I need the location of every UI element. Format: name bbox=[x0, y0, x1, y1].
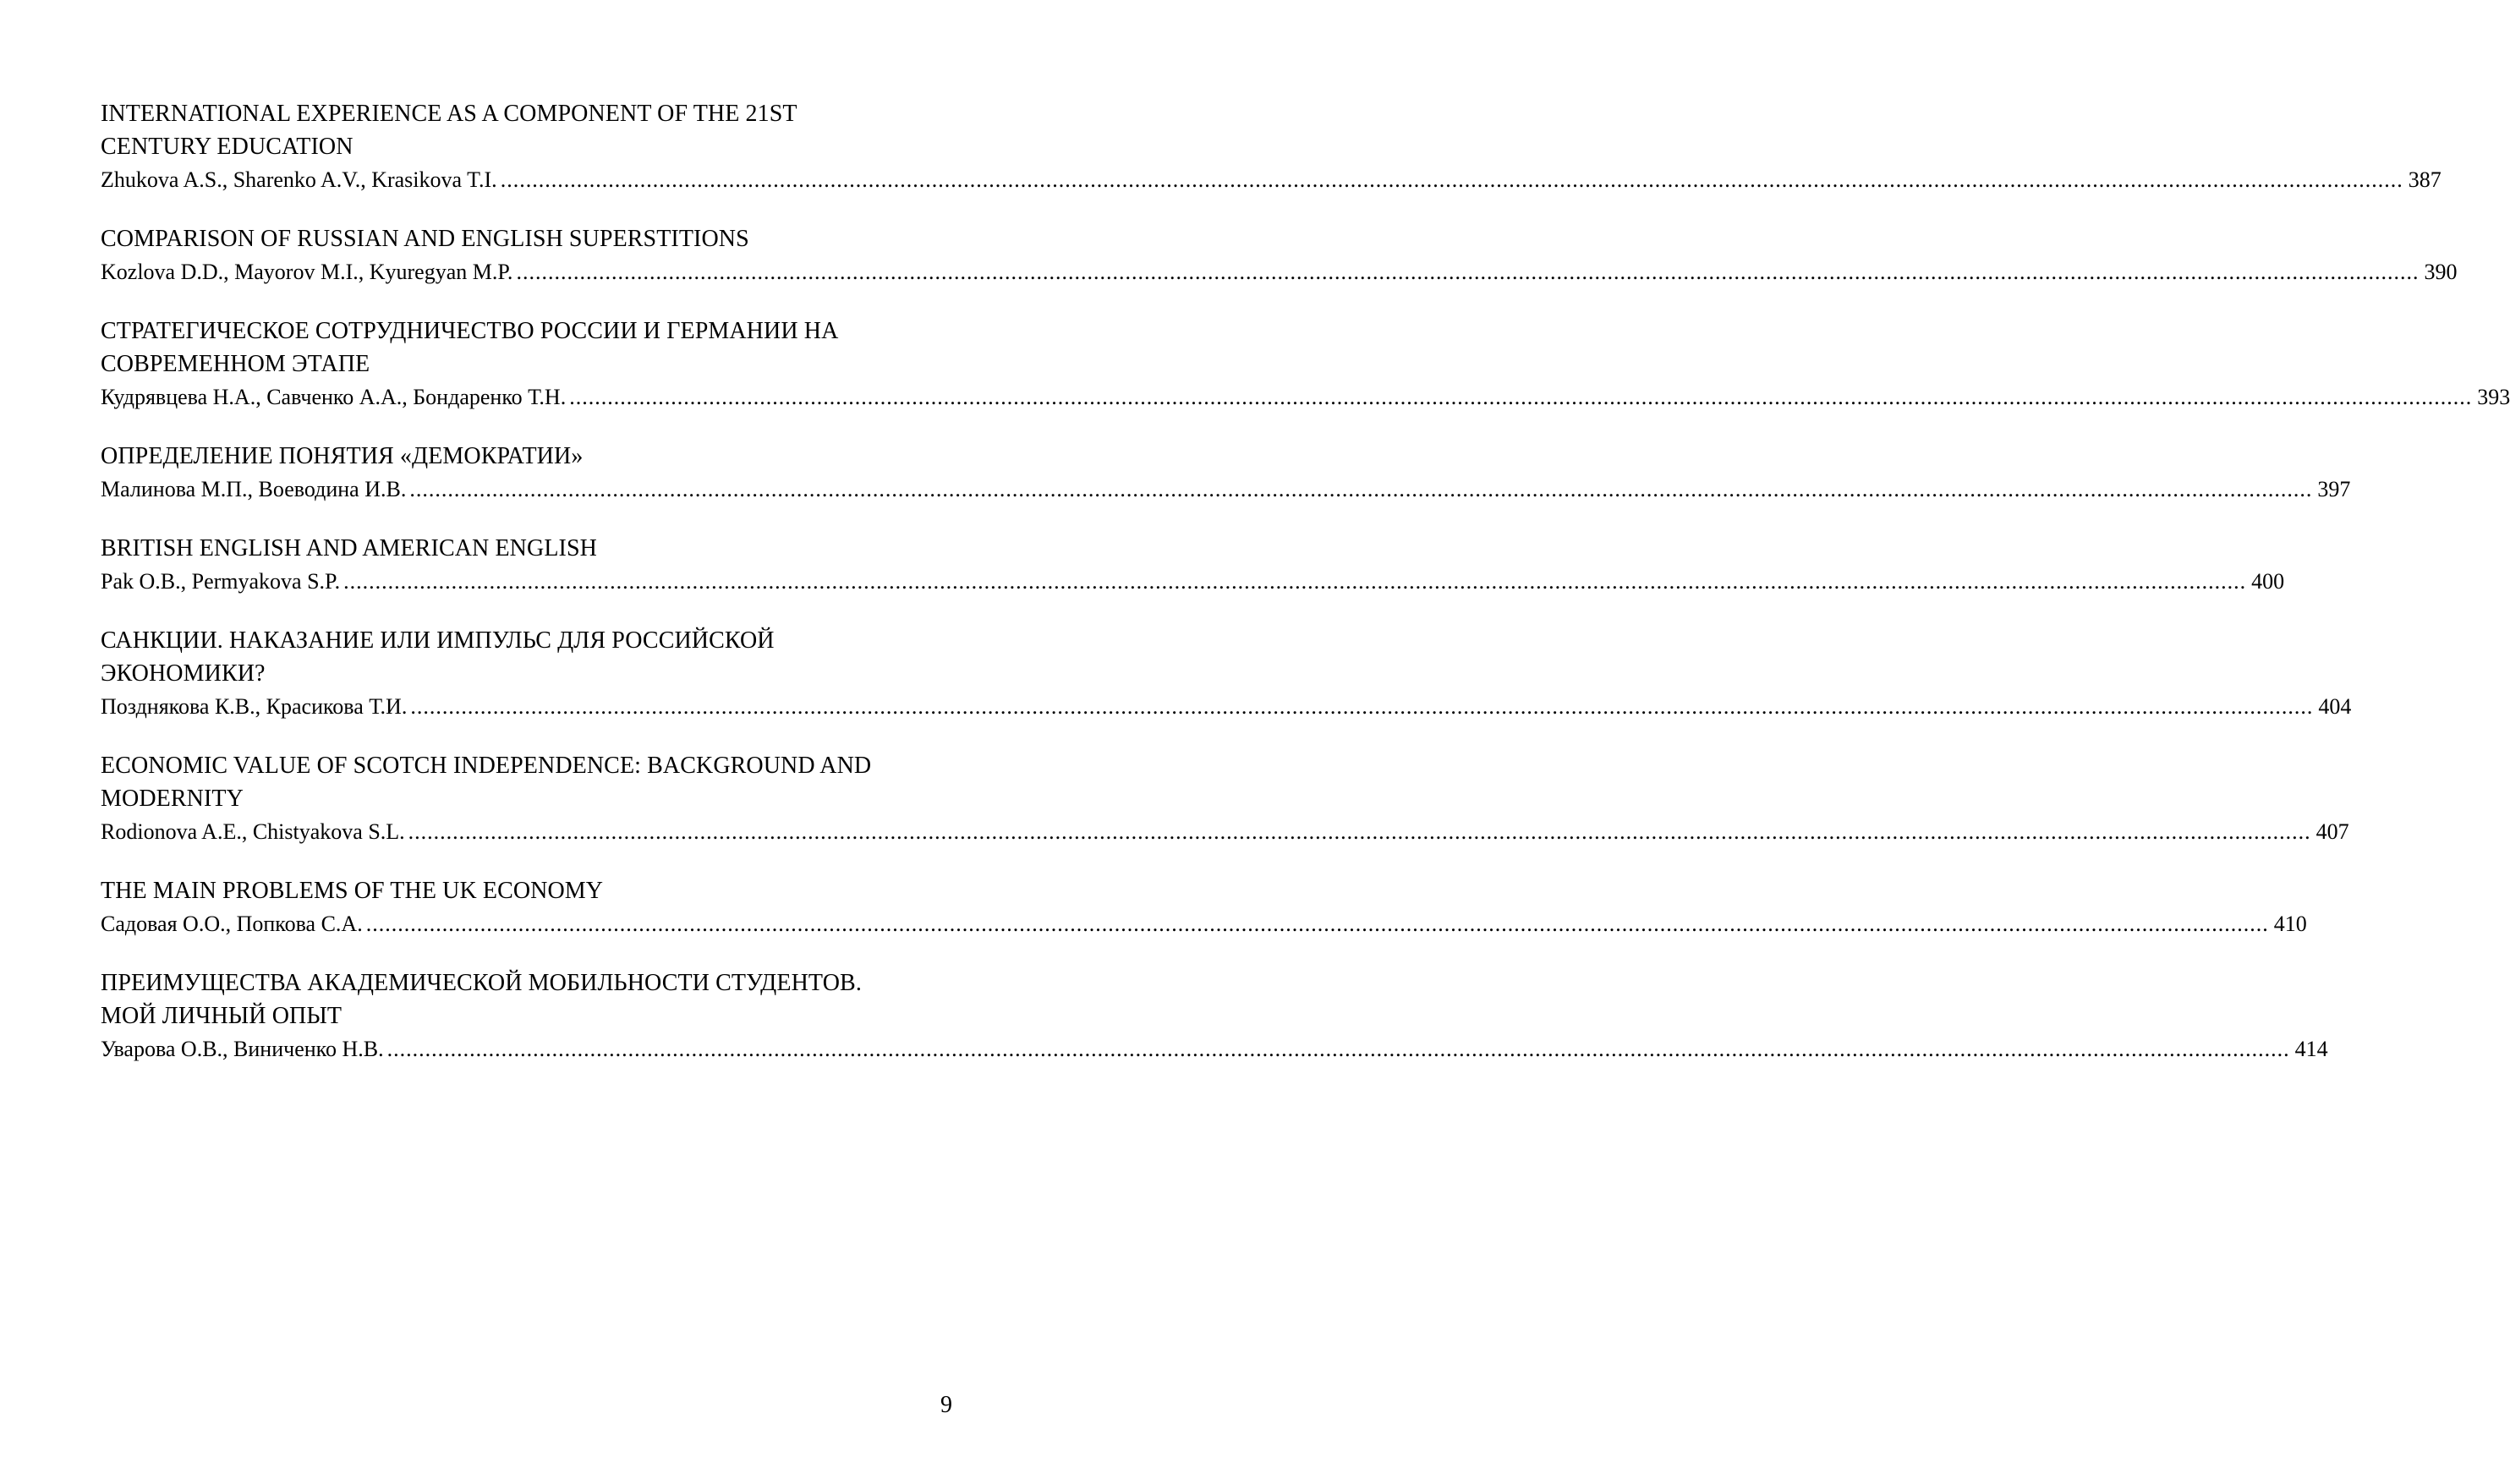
dot-leader: ............................................................................................................................................................................................................................................................................................................ bbox=[500, 167, 2403, 192]
entry-title-line: ПРЕИМУЩЕСТВА АКАДЕМИЧЕСКОЙ МОБИЛЬНОСТИ СТУДЕНТОВ. bbox=[101, 970, 862, 996]
entry-authors: Кудрявцева Н.А., Савченко А.А., Бондаренко Т.Н. bbox=[101, 385, 567, 409]
entry-page-number: 407 bbox=[2315, 819, 2349, 844]
entry-title-line: THE MAIN PROBLEMS OF THE UK ECONOMY bbox=[101, 878, 604, 904]
toc-entry[interactable] bbox=[101, 874, 2307, 940]
toc-entry[interactable] bbox=[101, 440, 2351, 506]
dot-leader: ............................................................................................................................................................................................................................................................................................................ bbox=[408, 819, 2311, 844]
entry-page-number: 397 bbox=[2317, 477, 2351, 501]
entry-authors-line bbox=[101, 255, 2458, 288]
toc-entry[interactable] bbox=[101, 749, 2349, 848]
entry-title-line: COMPARISON OF RUSSIAN AND ENGLISH SUPERSTITIONS bbox=[101, 226, 749, 252]
entry-authors-line bbox=[101, 690, 2352, 723]
entry-page-number: 390 bbox=[2424, 260, 2458, 284]
entry-authors-line bbox=[101, 381, 2510, 413]
entry-title-line: MODERNITY bbox=[101, 786, 244, 812]
entry-title-line: ECONOMIC VALUE OF SCOTCH INDEPENDENCE: BACKGROUND AND bbox=[101, 753, 872, 779]
entry-authors: Малинова М.П., Воеводина И.В. bbox=[101, 477, 407, 501]
toc-entry[interactable] bbox=[101, 624, 2352, 723]
dot-leader: ............................................................................................................................................................................................................................................................................................................ bbox=[386, 1037, 2290, 1061]
footer-page-number: 9 bbox=[940, 1392, 952, 1418]
toc-entry[interactable] bbox=[101, 967, 2328, 1065]
dot-leader: ............................................................................................................................................................................................................................................................................................................ bbox=[410, 694, 2314, 719]
entry-title-line: CENTURY EDUCATION bbox=[101, 134, 353, 160]
entry-authors: Zhukova A.S., Sharenko A.V., Krasikova T.I. bbox=[101, 167, 497, 192]
entry-authors-line bbox=[101, 815, 2349, 848]
entry-page-number: 410 bbox=[2273, 912, 2307, 936]
entry-authors-line bbox=[101, 565, 2285, 598]
entry-title-line: МОЙ ЛИЧНЫЙ ОПЫТ bbox=[101, 1003, 343, 1029]
entry-page-number: 414 bbox=[2294, 1037, 2328, 1061]
entry-authors: Позднякова К.В., Красикова Т.И. bbox=[101, 694, 408, 719]
toc-entry[interactable] bbox=[101, 315, 2510, 413]
dot-leader: ............................................................................................................................................................................................................................................................................................................ bbox=[516, 260, 2420, 284]
toc-entry[interactable] bbox=[101, 97, 2441, 196]
dot-leader: ............................................................................................................................................................................................................................................................................................................ bbox=[569, 385, 2473, 409]
entry-title-line: ОПРЕДЕЛЕНИЕ ПОНЯТИЯ «ДЕМОКРАТИИ» bbox=[101, 443, 584, 469]
entry-title-line: САНКЦИИ. НАКАЗАНИЕ ИЛИ ИМПУЛЬС ДЛЯ РОССИЙСКОЙ bbox=[101, 627, 775, 654]
entry-authors-line bbox=[101, 907, 2307, 940]
entry-title-line: СОВРЕМЕННОМ ЭТАПЕ bbox=[101, 351, 370, 377]
dot-leader: ............................................................................................................................................................................................................................................................................................................ bbox=[409, 477, 2313, 501]
table-of-contents bbox=[101, 97, 2510, 1092]
entry-authors: Kozlova D.D., Mayorov M.I., Kyuregyan M.P. bbox=[101, 260, 513, 284]
entry-authors: Pak O.B., Permyakova S.P. bbox=[101, 569, 341, 594]
entry-page-number: 393 bbox=[2477, 385, 2510, 409]
toc-entry[interactable] bbox=[101, 222, 2458, 288]
entry-authors: Садовая О.О., Попкова С.А. bbox=[101, 912, 363, 936]
toc-entry[interactable] bbox=[101, 532, 2285, 598]
entry-title-line: INTERNATIONAL EXPERIENCE AS A COMPONENT OF THE 21ST bbox=[101, 101, 797, 127]
entry-title-line: BRITISH ENGLISH AND AMERICAN ENGLISH bbox=[101, 535, 597, 561]
entry-authors-line bbox=[101, 1032, 2328, 1065]
entry-authors-line bbox=[101, 473, 2351, 506]
entry-page-number: 404 bbox=[2318, 694, 2352, 719]
entry-page-number: 387 bbox=[2408, 167, 2441, 192]
dot-leader: ............................................................................................................................................................................................................................................................................................................ bbox=[365, 912, 2269, 936]
entry-authors-line bbox=[101, 163, 2441, 196]
entry-title-line: СТРАТЕГИЧЕСКОЕ СОТРУДНИЧЕСТВО РОССИИ И ГЕРМАНИИ НА bbox=[101, 318, 839, 344]
entry-page-number: 400 bbox=[2251, 569, 2285, 594]
dot-leader: ............................................................................................................................................................................................................................................................................................................ bbox=[343, 569, 2247, 594]
entry-title-line: ЭКОНОМИКИ? bbox=[101, 660, 266, 687]
entry-authors: Rodionova A.E., Chistyakova S.L. bbox=[101, 819, 405, 844]
entry-authors: Уварова О.В., Виниченко Н.В. bbox=[101, 1037, 384, 1061]
